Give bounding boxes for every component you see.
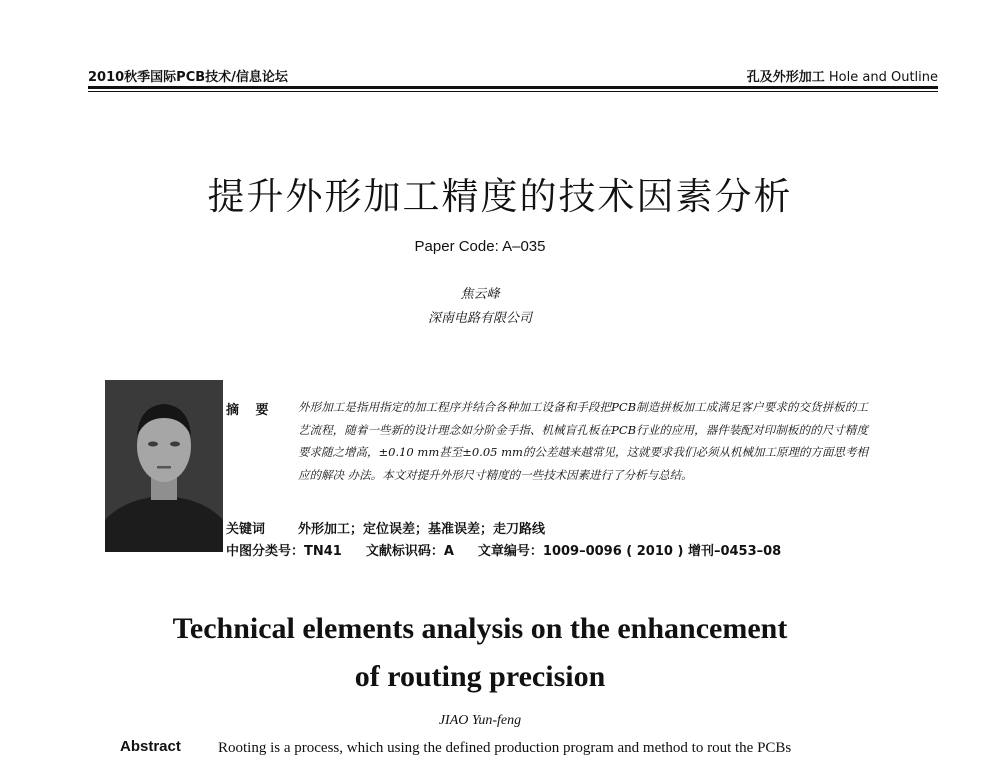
header-section-en: Hole and Outline [828,70,938,85]
running-header [88,62,938,86]
abstract-text-cn: 外形加工是指用指定的加工程序并结合各种加工设备和手段把PCB制造拼板加工成满足客户要求的交货拼板的工艺流程，随着一些新的设计理念如分阶金手指、机械盲孔板在PCB行业的应用，器件装配对印制板的的尺寸精度要求随之增高，±0.10 mm甚至±0.05 mm的公差越来越常见，这就要求我们必须从机械加工原理的方面思考相应的解决 办法。本文对提升外形尺寸精度的一些技术因素进行了分析与总结。 [298,400,868,482]
header-rule-thick [88,86,938,89]
paper-title-en-line2: of routing precision [354,660,606,693]
header-section [747,66,938,85]
keywords-label-cn: 关键词 [226,522,266,537]
document-code: 文献标识码：A [365,544,454,559]
author-name-cn: 焦云峰 [460,287,500,302]
header-forum-name: 2010秋季国际PCB技术/信息论坛 [88,70,288,85]
classification-line [226,540,805,559]
author-portrait-image [105,380,223,552]
abstract-label-cn: 摘 要 [226,403,275,418]
author-name-en: JIAO Yun-feng [438,713,522,728]
clc-number: 中图分类号：TN41 [226,544,342,559]
author-photo [105,380,223,552]
header-rule-thin [88,91,938,92]
paper-code: Paper Code: A–035 [414,238,546,255]
article-number: 文章编号：1009–0096 ( 2010 ) 增刊–0453–08 [477,544,782,559]
abstract-text-en: Rooting is a process, which using the defined production program and method to rout the PCBs [218,740,792,756]
paper-title-en-line1: Technical elements analysis on the enhancement [172,612,788,645]
abstract-label-en: Abstract [120,738,181,755]
author-affiliation-cn: 深南电路有限公司 [427,311,532,326]
header-section-cn: 孔及外形加工 [746,70,825,85]
keywords-text-cn: 外形加工；定位误差；基准误差；走刀路线 [298,522,546,537]
paper-title-cn: 提升外形加工精度的技术因素分析 [207,175,793,218]
